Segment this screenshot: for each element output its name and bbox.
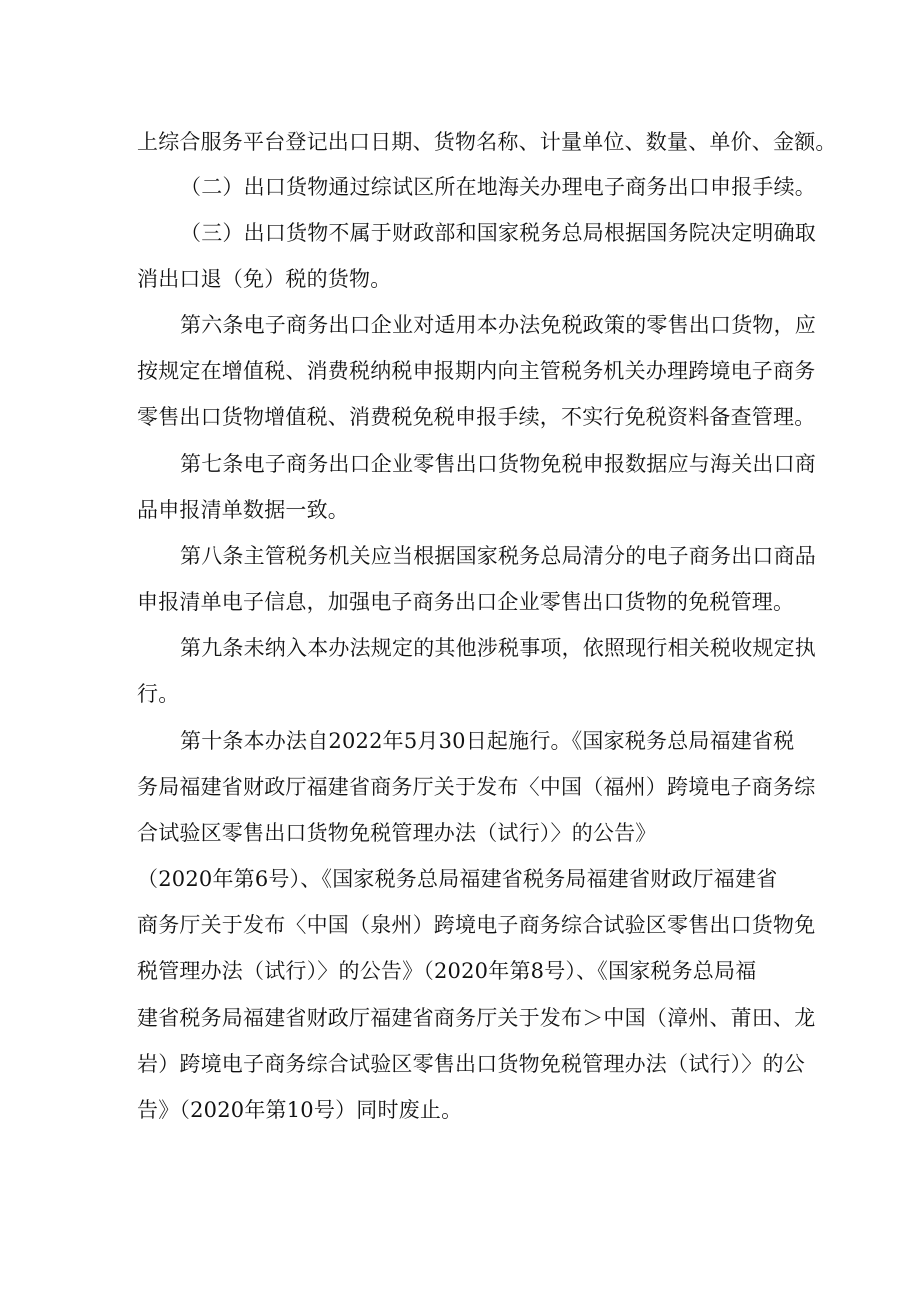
text-line: （三）出口货物不属于财政部和国家税务总局根据国务院决定明确取 [180,221,816,245]
text-line: 行。 [137,682,180,706]
text-line: 告》（2020年第10号）同时废止。 [137,1098,463,1122]
text-line: 商务厅关于发布〈中国（泉州）跨境电子商务综合试验区零售出口货物免 [137,913,816,937]
text-line: 第七条电子商务出口企业零售出口货物免税申报数据应与海关出口商 [180,452,816,476]
text-line: （2020年第6号）、《国家税务总局福建省税务局福建省财政厅福建省 [137,867,778,891]
text-line: 按规定在增值税、消费税纳税申报期内向主管税务机关办理跨境电子商务 [137,359,816,383]
text-line: 第十条本办法自2022年5月30日起施行。《国家税务总局福建省税 [180,729,795,753]
text-line: 合试验区零售出口货物免税管理办法（试行）〉的公告》 [137,821,657,845]
text-line: 上综合服务平台登记出口日期、货物名称、计量单位、数量、单价、金额。 [137,130,837,154]
text-line: 消出口退（免）税的货物。 [137,267,392,291]
text-line: 第九条未纳入本办法规定的其他涉税事项，依照现行相关税收规定执 [180,636,816,660]
text-line: 品申报清单数据一致。 [137,498,349,522]
text-line: 第六条电子商务出口企业对适用本办法免税政策的零售出口货物，应 [180,313,816,337]
text-line: 零售出口货物增值税、消费税免税申报手续，不实行免税资料备查管理。 [137,405,816,429]
text-line: 务局福建省财政厅福建省商务厅关于发布〈中国（福州）跨境电子商务综 [137,775,816,799]
text-line: 岩）跨境电子商务综合试验区零售出口货物免税管理办法（试行）〉的公 [137,1052,805,1076]
text-line: （二）出口货物通过综试区所在地海关办理电子商务出口申报手续。 [180,175,816,199]
text-line: 申报清单电子信息，加强电子商务出口企业零售出口货物的免税管理。 [137,590,795,614]
text-line: 第八条主管税务机关应当根据国家税务总局清分的电子商务出口商品 [180,544,816,568]
text-line: 建省税务局福建省财政厅福建省商务厅关于发布＞中国（漳州、莆田、龙 [137,1006,816,1030]
text-line: 税管理办法（试行）〉的公告》（2020年第8号）、《国家税务总局福 [137,959,757,983]
